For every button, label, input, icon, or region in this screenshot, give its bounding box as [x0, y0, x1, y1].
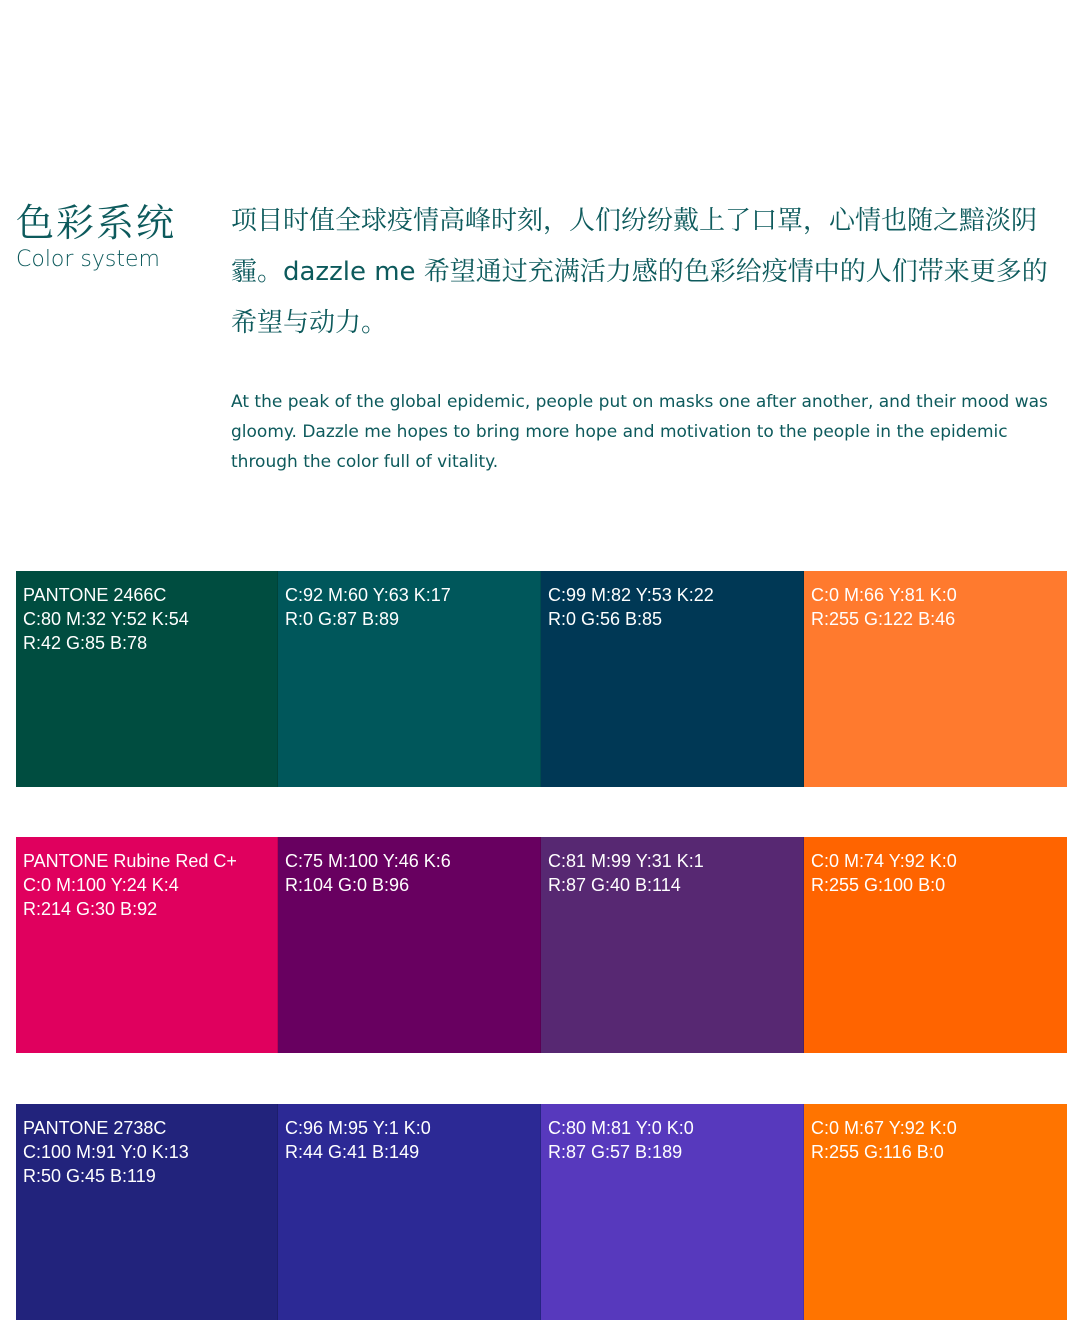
swatch-cmyk: C:0 M:67 Y:92 K:0 — [811, 1118, 957, 1138]
color-swatch — [16, 837, 278, 1053]
swatch-cmyk: C:0 M:100 Y:24 K:4 — [23, 875, 179, 895]
palette-row-teal — [16, 571, 1067, 787]
color-swatch — [804, 837, 1067, 1053]
swatch-rgb: R:87 G:57 B:189 — [548, 1142, 683, 1162]
description-english: At the peak of the global epidemic, people put on masks one after another, and their mood was gloomy. Dazzle me hopes to bring more hope and motivation to the people in the epidemic through the color full of vitality. — [231, 392, 1048, 472]
swatch-cmyk: C:92 M:60 Y:63 K:17 — [285, 585, 451, 605]
color-swatch — [278, 837, 541, 1053]
swatch-rgb: R:255 G:100 B:0 — [811, 875, 946, 895]
swatch-cmyk: C:99 M:82 Y:53 K:22 — [548, 585, 714, 605]
swatch-rgb: R:42 G:85 B:78 — [23, 633, 148, 653]
section-subtitle: Color system — [16, 247, 160, 272]
swatch-rgb: R:255 G:122 B:46 — [811, 609, 956, 629]
swatch-rgb: R:0 G:87 B:89 — [285, 609, 400, 629]
swatch-cmyk: C:0 M:74 Y:92 K:0 — [811, 851, 957, 871]
color-swatch — [16, 1104, 278, 1320]
section-title: 色彩系统 — [16, 201, 177, 245]
swatch-label: PANTONE 2466C — [23, 585, 167, 605]
swatch-rgb: R:87 G:40 B:114 — [548, 875, 681, 895]
swatch-cmyk: C:75 M:100 Y:46 K:6 — [285, 851, 451, 871]
swatch-cmyk: C:81 M:99 Y:31 K:1 — [548, 851, 704, 871]
swatch-rgb: R:44 G:41 B:149 — [285, 1142, 420, 1162]
swatch-cmyk: C:96 M:95 Y:1 K:0 — [285, 1118, 431, 1138]
color-swatch — [278, 1104, 541, 1320]
swatch-rgb: R:255 G:116 B:0 — [811, 1142, 944, 1162]
palette-row-magenta — [16, 837, 1067, 1053]
color-swatch — [541, 837, 804, 1053]
swatch-rgb: R:50 G:45 B:119 — [23, 1166, 156, 1186]
swatch-label: PANTONE Rubine Red C+ — [23, 851, 237, 871]
swatch-cmyk: C:80 M:32 Y:52 K:54 — [23, 609, 189, 629]
swatch-rgb: R:0 G:56 B:85 — [548, 609, 663, 629]
color-swatch — [804, 571, 1067, 787]
color-swatch — [541, 1104, 804, 1320]
color-swatch — [16, 571, 278, 787]
color-swatch — [804, 1104, 1067, 1320]
color-swatch — [541, 571, 804, 787]
swatch-rgb: R:214 G:30 B:92 — [23, 899, 158, 919]
swatch-cmyk: C:0 M:66 Y:81 K:0 — [811, 585, 957, 605]
swatch-cmyk: C:80 M:81 Y:0 K:0 — [548, 1118, 694, 1138]
color-swatch — [278, 571, 541, 787]
palette-row-indigo — [16, 1104, 1067, 1320]
swatch-cmyk: C:100 M:91 Y:0 K:13 — [23, 1142, 189, 1162]
description-chinese: 项目时值全球疫情高峰时刻，人们纷纷戴上了口罩，心情也随之黯淡阴霾。dazzle me 希望通过充满活力感的色彩给疫情中的人们带来更多的希望与动力。 — [231, 206, 1048, 338]
swatch-rgb: R:104 G:0 B:96 — [285, 875, 410, 895]
swatch-label: PANTONE 2738C — [23, 1118, 167, 1138]
